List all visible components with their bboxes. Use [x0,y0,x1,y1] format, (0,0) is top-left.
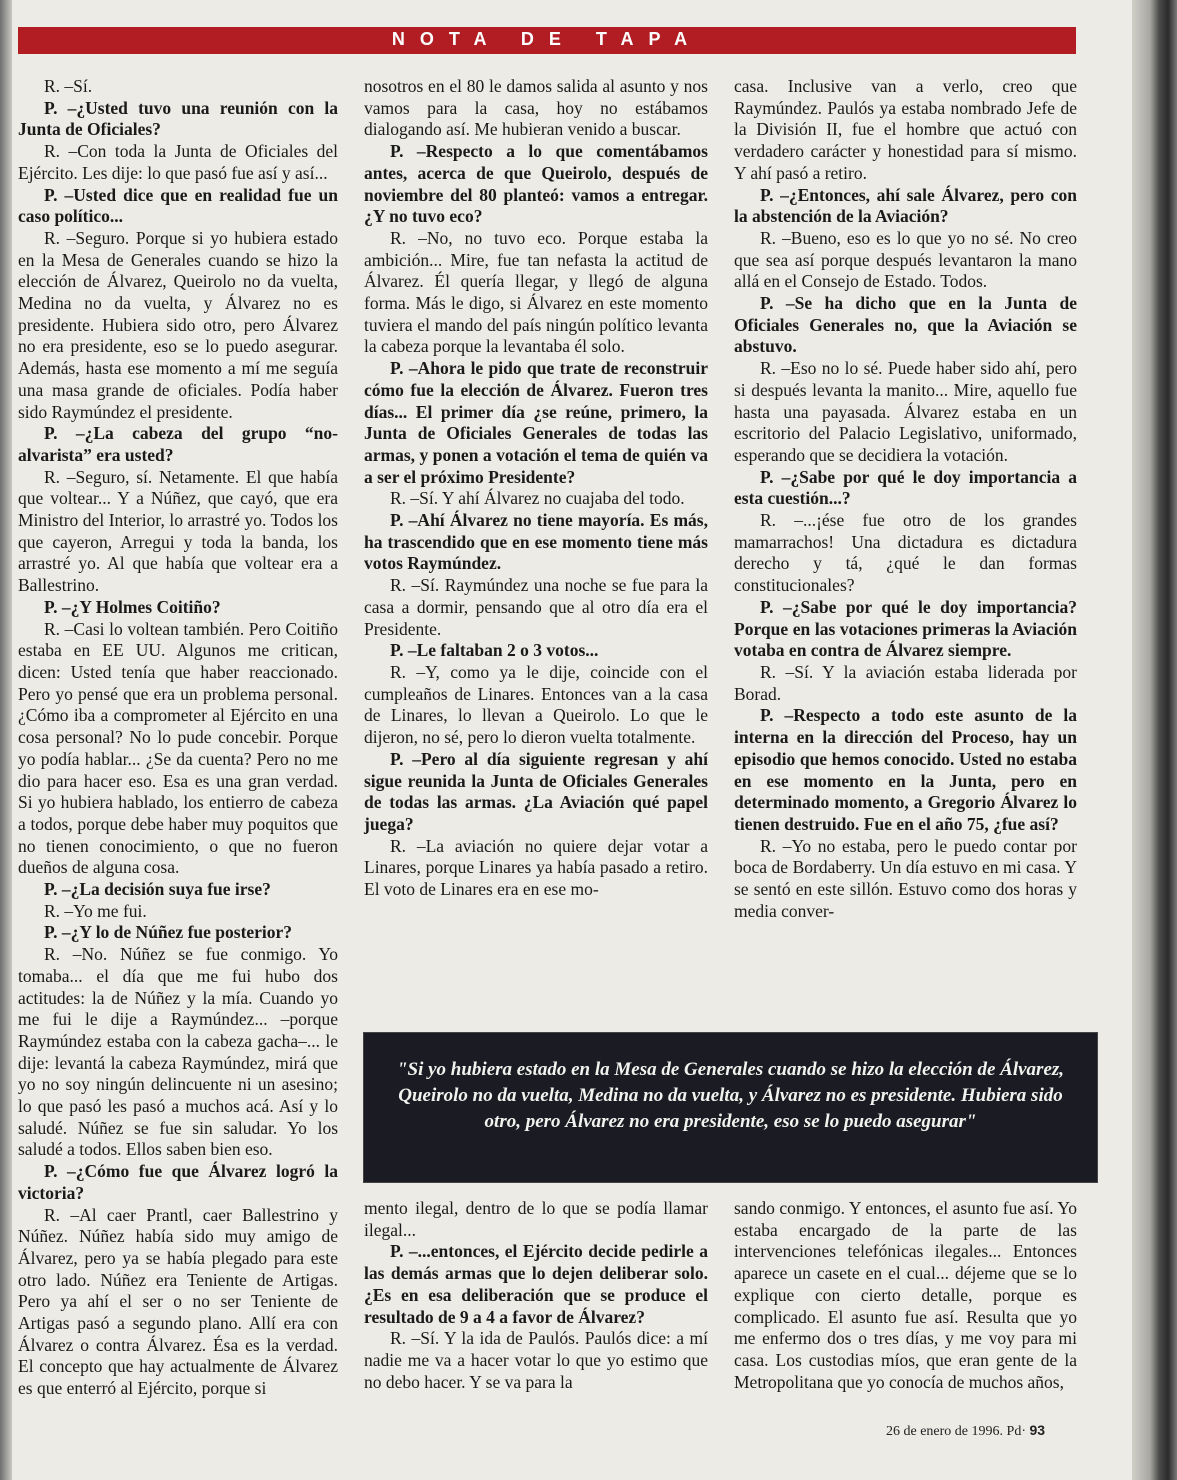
issue-date: 26 de enero de 1996. [886,1424,1004,1439]
question-paragraph: P. –¿Cómo fue que Álvarez logró la victoria? [18,1161,338,1203]
page-number: 93 [1029,1422,1046,1438]
question-paragraph: P. –Respecto a todo este asunto de la interna en la dirección del Proceso, hay un episodio que hemos conocido. Usted no estaba en ese momento en la Junta, pero en determinado momento, a Gregorio Álvarez lo tienen destruido. Fue en el año 75, ¿fue así? [734,705,1077,834]
magazine-mark: Pd· [1006,1424,1026,1439]
answer-paragraph: R. –Sí. [44,76,93,96]
question-paragraph: P. –¿Y Holmes Coitiño? [44,596,221,617]
question-paragraph: P. –¿Sabe por qué le doy importancia a esta cuestión...? [734,466,1077,509]
answer-paragraph: R. –Sí. Y la aviación estaba liderada por Borad. [734,661,1077,704]
pull-quote-text: "Si yo hubiera estado en la Mesa de Generales cuando se hizo la elección de Álvarez, Queirolo no da vuelta, Medina no da vuelta, y Álvarez no es presidente. Hubiera sido otro, pero Álvarez no era presidente, eso se lo puedo asegurar" [396,1059,1065,1132]
question-paragraph: P. –Usted dice que en realidad fue un caso político... [18,184,338,227]
answer-paragraph: R. –Yo me fui. [44,900,147,921]
answer-paragraph: R. –Y, como ya le dije, coincide con el cumpleaños de Linares. Entonces van a la casa de Linares, lo llevan a Queirolo. Lo que le dijeron, no sé, pero lo dieron vuelta totalmente. [364,661,708,748]
text-column-3-top [734,76,1077,922]
answer-paragraph: R. –Bueno, eso es lo que yo no sé. No creo que sea así porque después levantaron la mano allá en el Consejo de Estado. Todos. [734,227,1077,292]
question-paragraph: P. –Le faltaban 2 o 3 votos... [390,640,599,661]
page-footer [886,1422,1045,1440]
section-header-bar [18,27,1076,54]
answer-paragraph: R. –La aviación no quiere dejar votar a Linares, porque Linares ya había pasado a retiro. El voto de Linares era en ese mo- [364,835,708,900]
answer-paragraph: R. –...¡ése fue otro de los grandes mamarrachos! Una dictadura es dictadura derecho y tá, ¿qué le dan formas constitucionales? [734,510,1077,596]
answer-paragraph: R. –Sí. Y ahí Álvarez no cuajaba del todo. [390,488,685,509]
text-column-3-bottom [734,1198,1077,1393]
answer-paragraph: R. –Con toda la Junta de Oficiales del Ejército. Les dije: lo que pasó fue así y así... [18,141,338,183]
text-column-2-top [364,76,708,901]
question-paragraph: P. –Ahora le pido que trate de reconstruir cómo fue la elección de Álvarez. Fueron tres días... El primer día ¿se reúne, primero, la Junta de Oficiales Generales de todas las armas, y ponen a votación el tema de quién va a ser el próximo Presidente? [364,358,708,487]
pull-quote-box [364,1033,1097,1182]
question-paragraph: P. –¿La decisión suya fue irse? [44,879,271,900]
section-label: NOTA DE TAPA [391,29,703,49]
text-column-1 [18,76,338,1400]
answer-paragraph: sando conmigo. Y entonces, el asunto fue así. Yo estaba encargado de la parte de las intervenciones telefónicas ilegales... Entonces aparece un casete en el cual... déjeme que se lo explique con cierto detalle, porque es complicado. El asunto fue así. Resulta que yo me enfermo dos o tres días, y me voy para mi casa. Los custodias míos, que eran gente de la Metropolitana que yo conocía de muchos años, [734,1198,1077,1392]
binding-shadow-left [0,0,12,1480]
question-paragraph: P. –¿Y lo de Núñez fue posterior? [44,922,293,943]
answer-paragraph: R. –Yo no estaba, pero le puedo contar por boca de Bordaberry. Un día estuvo en mi casa. Y se sentó en este sillón. Estuvo como dos horas y media conver- [734,835,1077,921]
question-paragraph: P. –...entonces, el Ejército decide pedirle a las demás armas que lo dejen deliberar solo. ¿Es en esa deliberación que se produce el resultado de 9 a 4 a favor de Álvarez? [364,1241,708,1327]
question-paragraph: P. –¿Entonces, ahí sale Álvarez, pero con la abstención de la Aviación? [734,184,1077,227]
question-paragraph: P. –¿Sabe por qué le doy importancia? Porque en las votaciones primeras la Aviación votaba en contra de Álvarez siempre. [734,596,1077,661]
answer-paragraph: R. –Sí. Y la ida de Paulós. Paulós dice: a mí nadie me va a hacer votar lo que yo estimo que no debo hacer. Y se va para la [364,1328,708,1392]
answer-paragraph: R. –Seguro, sí. Netamente. El que había que voltear... Y a Núñez, que cayó, que era Ministro del Interior, lo arrastré yo. Todos los que cayeron, Arregui y toda la banda, los arrastré yo. Al que había que voltear era a Ballestrino. [18,466,338,596]
question-paragraph: P. –Respecto a lo que comentábamos antes, acerca de que Queirolo, después de noviembre del 80 planteó: vamos a entregar. ¿Y no tuvo eco? [364,141,708,227]
answer-paragraph: R. –Al caer Prantl, caer Ballestrino y Núñez. Núñez había sido muy amigo de Álvarez, pero ya se había plegado para este otro lado. Núñez era Teniente de Artigas. Pero ya ahí el ser o no ser Teniente de Artigas pasó a segundo plano. Allí era con Álvarez o contra Álvarez. Ésa es la verdad. El concepto que hay actualmente de Álvarez es que enterró al Ejército, porque si [18,1204,338,1399]
question-paragraph: P. –¿Usted tuvo una reunión con la Junta de Oficiales? [18,97,338,140]
answer-paragraph: nosotros en el 80 le damos salida al asunto y nos vamos para la casa, hoy no estábamos dialogando así. Me hubieran venido a buscar. [364,76,708,140]
answer-paragraph: casa. Inclusive van a verlo, creo que Raymúndez. Paulós ya estaba nombrado Jefe de la División II, fue el hombre que actuó con verdadero carácter y honestidad para sí mismo. Y ahí pasó a retiro. [734,76,1077,183]
answer-paragraph: mento ilegal, dentro de lo que se podía llamar ilegal... [364,1198,708,1240]
answer-paragraph: R. –Sí. Raymúndez una noche se fue para la casa a dormir, pensando que al otro día era el Presidente. [364,575,708,639]
answer-paragraph: R. –Seguro. Porque si yo hubiera estado en la Mesa de Generales cuando se hizo la elección de Álvarez, Queirolo no da vuelta, Medina no da vuelta, y Álvarez no es presidente. Hubiera sido otro, pero Álvarez no era presidente, eso se lo puedo asegurar. Además, hasta ese momento a mí me seguía una masa grande de oficiales. Podía haber sido Raymúndez el presidente. [18,227,338,422]
answer-paragraph: R. –No, no tuvo eco. Porque estaba la ambición... Mire, fue tan nefasta la actitud de Álvarez. Él quería llegar, y llegó de alguna forma. Más le digo, si Álvarez en este momento tuviera el mando del país ningún político levanta la cabeza porque la levantaba él solo. [364,227,708,357]
answer-paragraph: R. –Eso no lo sé. Puede haber sido ahí, pero si después levanta la manito... Mire, aquello fue hasta una payasada. Álvarez estaba en un escritorio del Palacio Legislativo, uniformado, esperando que se decidiera la votación. [734,358,1077,465]
binding-shadow-right [1132,0,1177,1480]
text-column-2-bottom [364,1198,708,1393]
question-paragraph: P. –Pero al día siguiente regresan y ahí sigue reunida la Junta de Oficiales Generales de todas las armas. ¿La Aviación qué papel juega? [364,748,708,834]
question-paragraph: P. –Se ha dicho que en la Junta de Oficiales Generales no, que la Aviación se abstuvo. [734,293,1077,357]
answer-paragraph: R. –No. Núñez se fue conmigo. Yo tomaba... el día que me fui hubo dos actitudes: la de Núñez y la mía. Cuando yo me fui le dije a Raymúndez... –porque Raymúndez estaba con la cabeza gacha–... le dije: levantá la cabeza Raymúndez, mirá que yo no soy ningún delincuente ni un asesino; lo que pasó les pasó a muchos acá. Así y lo saludé. Núñez se fue sin saludar. Yo los saludé a todos. Ellos saben bien eso. [18,944,338,1160]
question-paragraph: P. –Ahí Álvarez no tiene mayoría. Es más, ha trascendido que en ese momento tiene más votos Raymúndez. [364,510,708,574]
answer-paragraph: R. –Casi lo voltean también. Pero Coitiño estaba en EE UU. Algunos me critican, dicen: Usted tenía que haber reaccionado. Pero yo pensé que era un problema personal. ¿Cómo iba a comprometer al Ejército en una cosa personal? No lo pude concebir. Porque yo podía hablar... ¿Se da cuenta? Pero no me dio para hacer eso. Esa es una gran verdad. Si yo hubiera hablado, los entierro de cabeza a todos, porque debe haber muy poquitos que no tienen conocimiento, o que no fueron dueños de alguna cosa. [18,618,338,878]
question-paragraph: P. –¿La cabeza del grupo “no-alvarista” era usted? [18,423,338,465]
